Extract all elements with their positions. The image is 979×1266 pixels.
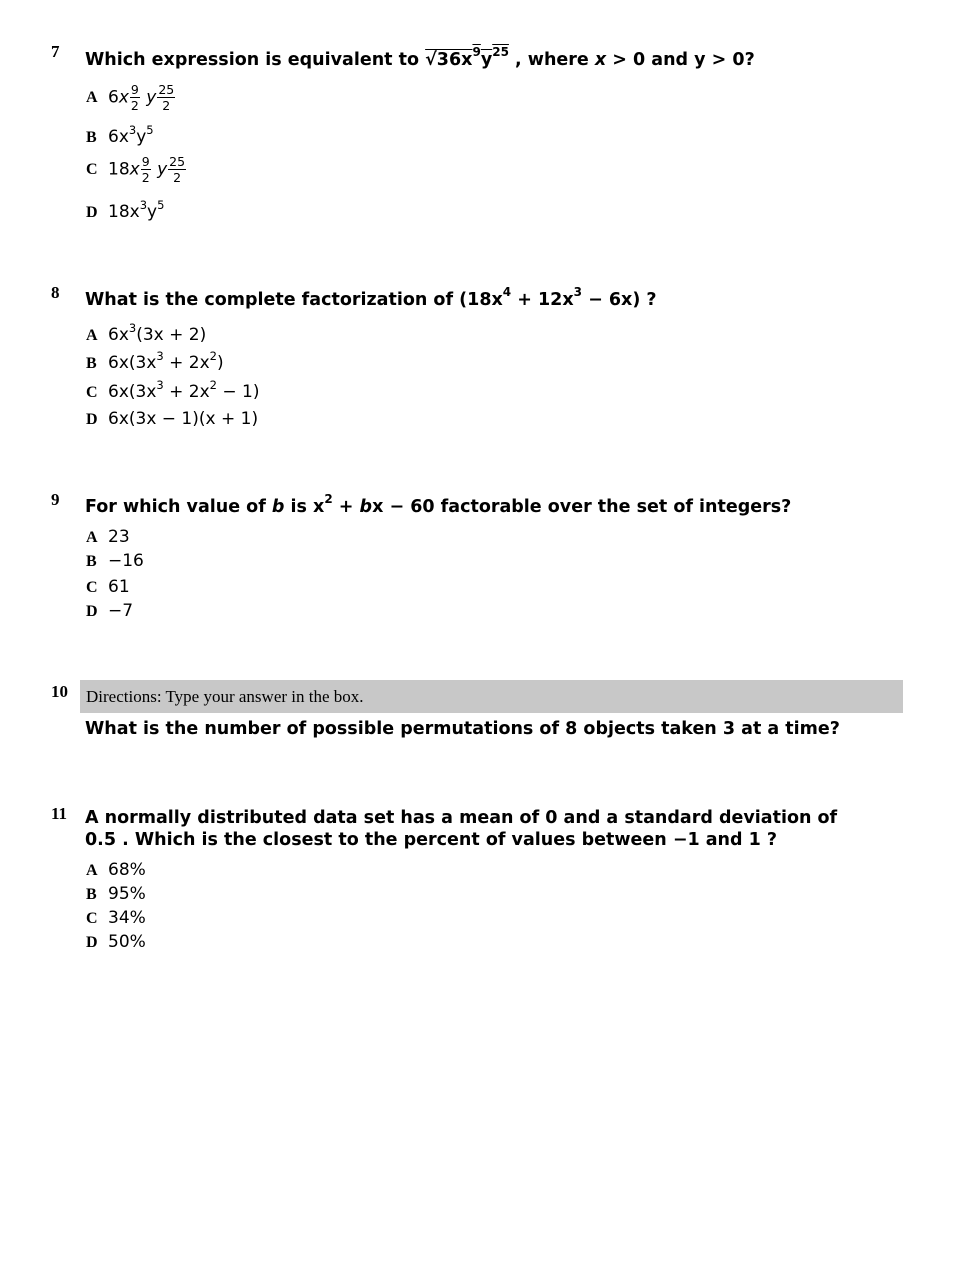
- question-7-choice-b[interactable]: B $6x^3y^5$: [86, 123, 154, 147]
- directions-banner: [80, 680, 903, 713]
- question-10-number: 10: [51, 682, 68, 701]
- directions-text: Directions: Type your answer in the box.: [86, 687, 364, 706]
- question-9-stem: For which value of b is $x^2$ + bx − 60 factorable over the set of integers?: [85, 492, 792, 517]
- question-7-choice-d[interactable]: D $18x^3y^5$: [86, 198, 165, 222]
- question-8-choice-a[interactable]: A $6x^3(3x + 2)$: [86, 321, 207, 345]
- question-11-choice-a[interactable]: A 68%: [86, 860, 146, 880]
- question-7-choice-a[interactable]: A 6x $\frac{9}{2}$ y $\frac{25}{2}$: [86, 82, 175, 114]
- question-8-choice-c[interactable]: C $6x(3x^3 + 2x^2 - 1)$: [86, 378, 260, 402]
- question-8-choice-d[interactable]: D 6x(3x − 1)(x + 1): [86, 409, 259, 429]
- question-11-choice-b[interactable]: B 95%: [86, 884, 146, 904]
- question-11-stem-line-2: 0.5 . Which is the closest to the percent of values between −1 and 1 ?: [85, 830, 778, 850]
- question-9-choice-b[interactable]: B −16: [86, 551, 144, 571]
- question-9-choice-d[interactable]: D −7: [86, 601, 134, 621]
- question-11-stem-line-1: A normally distributed data set has a mean of 0 and a standard deviation of: [85, 808, 838, 828]
- question-11-choice-d[interactable]: D 50%: [86, 932, 146, 952]
- question-7-choice-c[interactable]: C 18x $\frac{9}{2}$ y $\frac{25}{2}$: [86, 154, 186, 186]
- question-10-stem: What is the number of possible permutations of 8 objects taken 3 at a time?: [85, 719, 840, 739]
- question-9-choice-a[interactable]: A 23: [86, 527, 130, 547]
- question-8-stem: What is the complete factorization of $(18x^4 + 12x^3 - 6x)$ ?: [85, 285, 657, 310]
- question-9-choice-c[interactable]: C 61: [86, 577, 130, 597]
- question-11-number: 11: [51, 804, 68, 823]
- question-8-choice-b[interactable]: B $6x(3x^3 + 2x^2)$: [86, 349, 224, 373]
- question-7-stem: Which expression is equivalent to $√36x^9y^{25}$ , where x > 0 and y > 0?: [85, 45, 755, 70]
- question-11-choice-c[interactable]: C 34%: [86, 908, 146, 928]
- question-7-number: 7: [51, 42, 60, 61]
- question-8-number: 8: [51, 283, 60, 302]
- question-9-number: 9: [51, 490, 60, 509]
